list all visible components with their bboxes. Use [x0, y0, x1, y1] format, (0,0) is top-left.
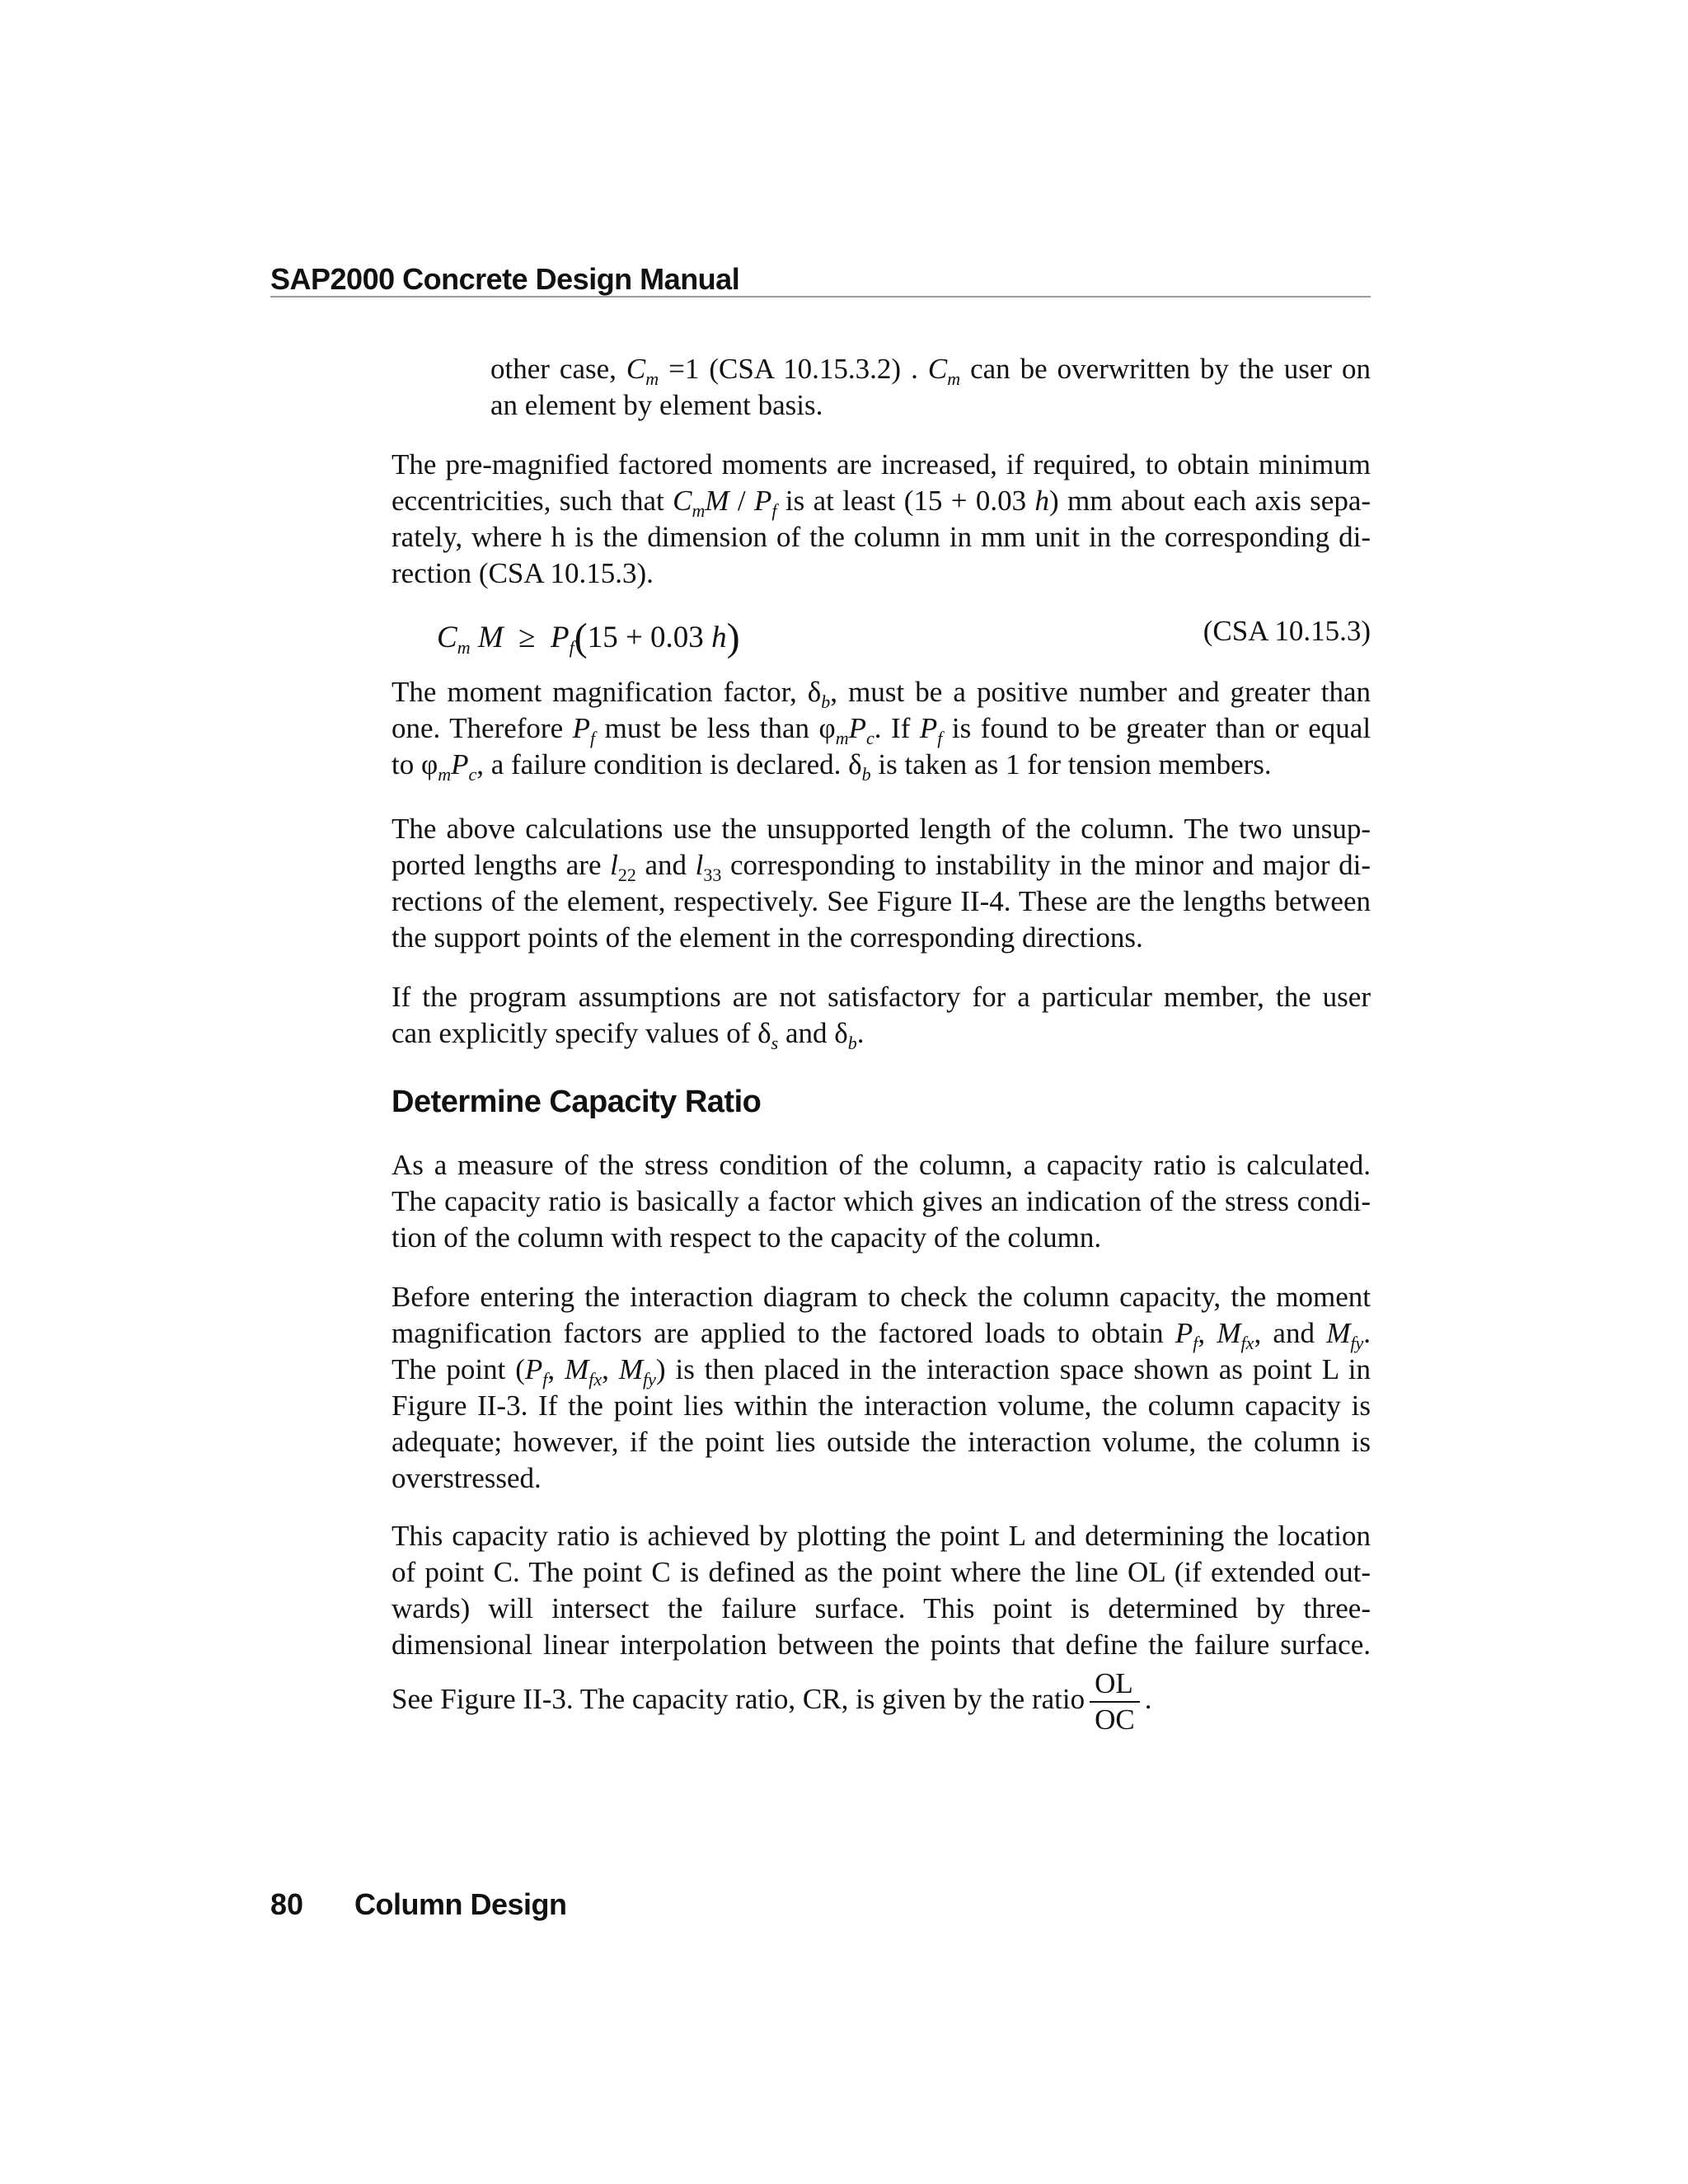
section-heading: Determine Capacity Ratio: [392, 1085, 762, 1119]
paragraph-interaction-diagram: [392, 1279, 1371, 1497]
text-line: dimensional linear interpolation between the points that define the failure surface.: [392, 1629, 1371, 1661]
equation-minimum-moment: $C_m$ $M \ge P_f(15 + 0.03$ h): [437, 616, 740, 659]
text-line: overstressed.: [392, 1462, 542, 1494]
text-line: The moment magnification factor, $\delta_b$, must be a positive number and greater than: [392, 676, 1371, 712]
capacity-ratio-fraction: $\frac{OL}{OC}$: [1090, 1666, 1140, 1737]
text-line: The pre-magnified factored moments are increased, if required, to obtain minimum: [392, 448, 1371, 480]
text-line: rately, where h is the dimension of the column in mm unit in the corresponding di-: [392, 521, 1371, 553]
paragraph-capacity-ratio-definition: [392, 1518, 1371, 1737]
text-line: eccentricities, such that $C_mM / P_f$ is at least (15 + 0.03 h) mm about each axis sepa-: [392, 485, 1372, 521]
text-line: The point ($P_f$, $M_{fx}$, $M_{fy}$) is then placed in the interaction space shown as point L in: [392, 1353, 1371, 1390]
text-line: magnification factors are applied to the factored loads to obtain $P_f$, $M_{fx}$, and $M_{fy}$.: [392, 1317, 1371, 1353]
text-line: wards) will intersect the failure surface. This point is determined by three-: [392, 1592, 1371, 1624]
paragraph-cm-continuation: [490, 351, 1371, 424]
text-line: to $\varphi_mP_c$, a failure condition is declared. $\delta_b$ is taken as 1 for tension members.: [392, 748, 1272, 785]
text-line: of point C. The point C is defined as the point where the line OL (if extended out-: [392, 1556, 1371, 1588]
text-line: See Figure II-3. The capacity ratio, CR, is given by the ratio $\frac{OL}{OC}$ .: [392, 1667, 1152, 1736]
text-line: The above calculations use the unsupported length of the column. The two unsup-: [392, 813, 1371, 845]
page-number: 80: [270, 1887, 304, 1921]
paragraph-user-override: [392, 979, 1371, 1052]
running-footer-section: Column Design: [354, 1887, 567, 1921]
paragraph-minimum-eccentricity: [392, 447, 1371, 592]
paragraph-capacity-ratio-intro: [392, 1147, 1371, 1256]
equation-reference: (CSA 10.15.3): [1203, 615, 1371, 647]
text-line: the support points of the element in the corresponding directions.: [392, 921, 1143, 954]
text-line: one. Therefore $P_f$ must be less than $\varphi_mP_c$. If $P_f$ is found to be greater than or equal: [392, 712, 1372, 748]
text-line: rection (CSA 10.15.3).: [392, 557, 654, 589]
text-line: tion of the column with respect to the capacity of the column.: [392, 1221, 1102, 1254]
paragraph-unsupported-length: [392, 811, 1371, 956]
text-line: As a measure of the stress condition of the column, a capacity ratio is calculated.: [392, 1149, 1371, 1181]
text-line: rections of the element, respectively. See Figure II-4. These are the lengths between: [392, 885, 1371, 917]
text-line: an element by element basis.: [490, 389, 823, 421]
text-line: If the program assumptions are not satisfactory for a particular member, the user: [392, 981, 1371, 1013]
paragraph-magnification-factor: [392, 674, 1371, 783]
text-line: The capacity ratio is basically a factor which gives an indication of the stress condi-: [392, 1185, 1371, 1217]
header-rule: [270, 296, 1371, 298]
text-line: adequate; however, if the point lies outside the interaction volume, the column is: [392, 1426, 1371, 1458]
running-header-title: SAP2000 Concrete Design Manual: [270, 262, 740, 296]
text-line: can explicitly specify values of $\delta_s$ and $\delta_b$.: [392, 1017, 865, 1053]
text-line: Before entering the interaction diagram to check the column capacity, the moment: [392, 1281, 1371, 1313]
text-line: This capacity ratio is achieved by plotting the point L and determining the location: [392, 1520, 1371, 1552]
text-line: Figure II-3. If the point lies within the interaction volume, the column capacity is: [392, 1390, 1371, 1422]
text-line: other case, $C_m =1$ (CSA 10.15.3.2) . $C_m$ can be overwritten by the user on: [490, 353, 1372, 389]
text-line: ported lengths are $l_{22}$ and $l_{33}$ corresponding to instability in the minor and major di-: [392, 849, 1372, 885]
